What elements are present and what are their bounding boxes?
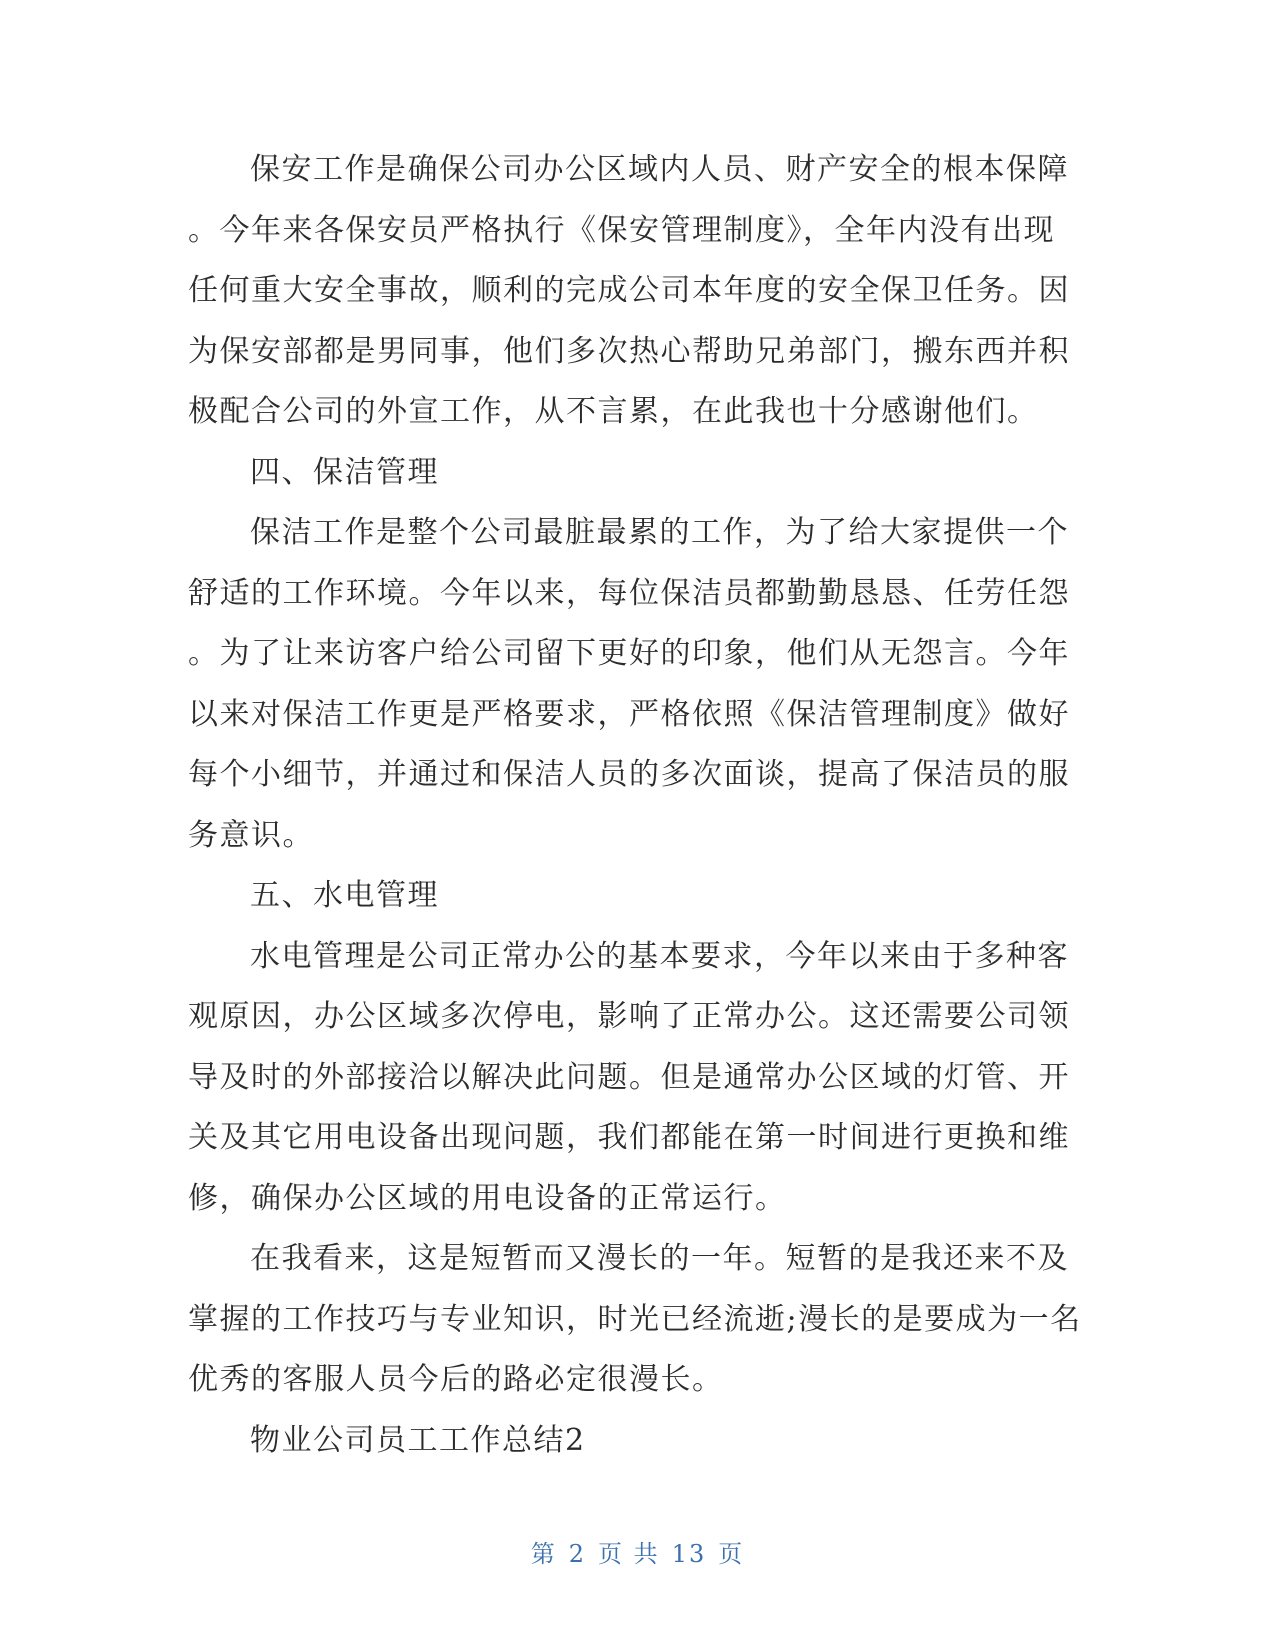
document-title-line: 物业公司员工工作总结2 [250,1422,586,1458]
text-line: 导及时的外部接洽以解决此问题。但是通常办公区域的灯管、开 [188,1059,1070,1095]
text-line: 务意识。 [188,817,314,853]
text-line: 以来对保洁工作更是严格要求，严格依照《保洁管理制度》做好 [188,696,1070,732]
text-line: 水电管理是公司正常办公的基本要求，今年以来由于多种客 [250,938,1069,974]
text-line: 。今年来各保安员严格执行《保安管理制度》，全年内没有出现 [188,212,1055,248]
text-line: 优秀的客服人员今后的路必定很漫长。 [188,1362,724,1397]
section-heading: 四、保洁管理 [250,454,439,490]
text-line: 任何重大安全事故，顺利的完成公司本年度的安全保卫任务。因 [188,273,1070,308]
text-line: 极配合公司的外宣工作，从不言累，在此我也十分感谢他们。 [188,394,1039,429]
text-line: 关及其它用电设备出现问题，我们都能在第一时间进行更换和维 [188,1120,1070,1155]
text-line: 保洁工作是整个公司最脏最累的工作，为了给大家提供一个 [250,515,1069,550]
text-line: 舒适的工作环境。今年以来，每位保洁员都勤勤恳恳、任劳任怨 [188,575,1070,611]
document-body [188,140,1082,1471]
footer-prefix: 第 [530,1540,557,1568]
current-page-number: 2 [568,1540,587,1568]
total-pages-number: 13 [671,1540,707,1568]
text-line: 掌握的工作技巧与专业知识，时光已经流逝;漫长的是要成为一名 [188,1301,1082,1337]
text-line: 每个小细节，并通过和保洁人员的多次面谈，提高了保洁员的服 [188,757,1070,792]
text-line: 。为了让来访客户给公司留下更好的印象，他们从无怨言。今年 [188,636,1070,671]
footer-middle: 页 共 [598,1540,660,1568]
text-line: 保安工作是确保公司办公区域内人员、财产安全的根本保障 [250,152,1069,187]
text-line: 修，确保办公区域的用电设备的正常运行。 [188,1180,787,1216]
text-line: 在我看来，这是短暂而又漫长的一年。短暂的是我还来不及 [250,1241,1069,1276]
footer-suffix: 页 [718,1540,745,1568]
page-footer [0,1534,1275,1569]
text-line: 观原因，办公区域多次停电，影响了正常办公。这还需要公司领 [188,999,1070,1034]
section-heading: 五、水电管理 [250,878,439,913]
text-line: 为保安部都是男同事，他们多次热心帮助兄弟部门，搬东西并积 [188,333,1070,369]
